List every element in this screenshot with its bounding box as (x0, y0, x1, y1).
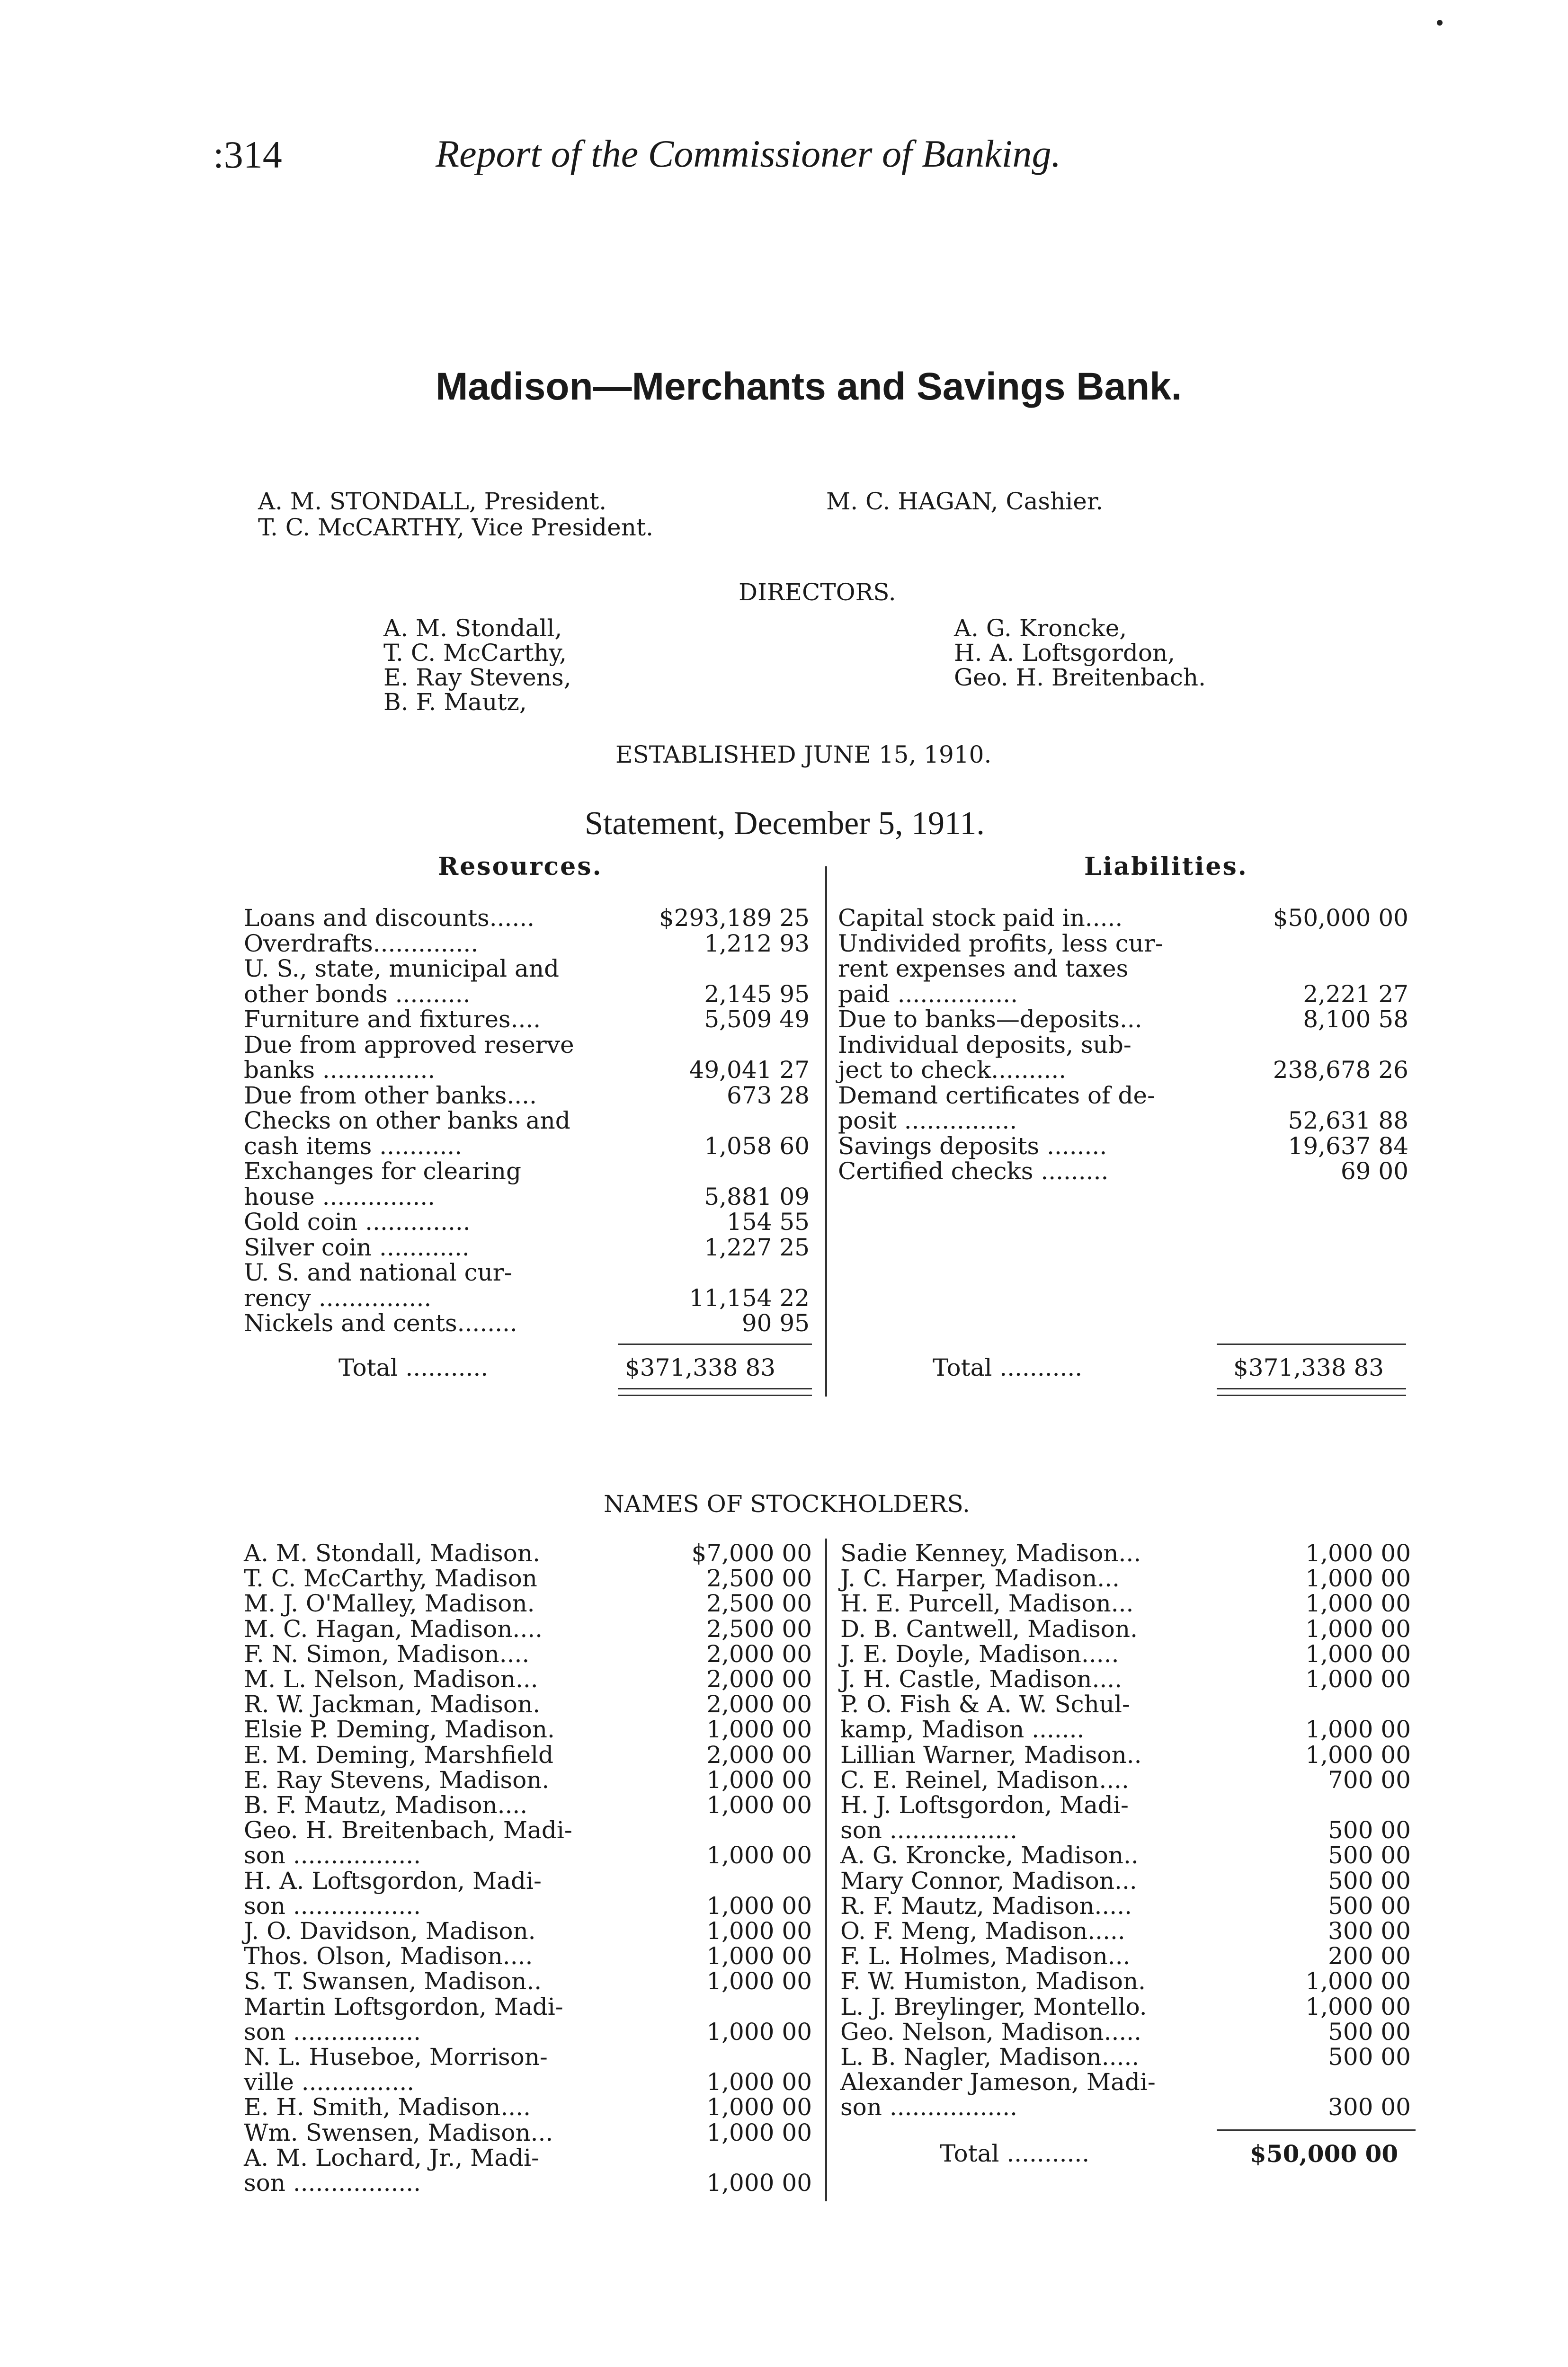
resource-row-label: Gold coin .............. (244, 1208, 471, 1236)
resources-heading: Resources. (438, 852, 603, 881)
stockholder-row-amount: 2,500 00 (706, 1615, 812, 1643)
stockholder-row-label: E. Ray Stevens, Madison. (244, 1766, 550, 1794)
stockholder-row-amount: 1,000 00 (706, 1942, 812, 1970)
resource-row-label: U. S. and national cur- (244, 1259, 512, 1286)
statement-column-divider (825, 866, 827, 1397)
stockholder-row-amount: 1,000 00 (706, 1967, 812, 1995)
stockholder-row-amount: 1,000 00 (706, 1766, 812, 1794)
stockholder-row-amount: 1,000 00 (706, 1917, 812, 1945)
stockholder-row-amount: 1,000 00 (706, 1716, 812, 1744)
liabilities-total-rule (1217, 1344, 1406, 1345)
stockholder-row-label: son ................. (244, 1842, 421, 1869)
stockholder-row-label: R. F. Mautz, Madison..... (840, 1892, 1132, 1920)
resource-row-label: rency ............... (244, 1284, 432, 1312)
stockholder-row-label: D. B. Cantwell, Madison. (840, 1615, 1138, 1643)
officer-vice-president: T. C. McCARTHY, Vice President. (258, 514, 653, 541)
liability-row-label: Demand certificates of de- (838, 1081, 1155, 1109)
stockholder-row-label: Mary Connor, Madison... (840, 1867, 1137, 1895)
stockholder-row-label: C. E. Reinel, Madison.... (840, 1766, 1129, 1794)
liability-row-label: Savings deposits ........ (838, 1132, 1107, 1160)
resource-row-label: U. S., state, municipal and (244, 955, 560, 982)
stockholder-row-label: E. M. Deming, Marshfield (244, 1741, 554, 1769)
stockholder-row-label: E. H. Smith, Madison.... (244, 2093, 531, 2121)
stockholder-row-amount: 200 00 (1328, 1942, 1411, 1970)
stockholder-row-label: Alexander Jameson, Madi- (840, 2068, 1156, 2096)
resource-row-label: cash items ........... (244, 1132, 463, 1160)
resource-row-amount: 1,227 25 (704, 1233, 810, 1261)
stockholder-row-amount: 2,500 00 (706, 1590, 812, 1618)
resource-row-amount: 11,154 22 (689, 1284, 810, 1312)
stockholder-row-label: J. O. Davidson, Madison. (244, 1917, 536, 1945)
stockholder-row-label: H. J. Loftsgordon, Madi- (840, 1791, 1129, 1819)
director-name: E. Ray Stevens, (383, 664, 571, 691)
stockholder-row-amount: 2,000 00 (706, 1691, 812, 1718)
stockholder-row-label: M. C. Hagan, Madison.... (244, 1615, 543, 1643)
scan-speck (1437, 20, 1443, 26)
resource-row-label: Exchanges for clearing (244, 1157, 521, 1185)
resource-row-amount: 1,058 60 (704, 1132, 810, 1160)
stockholder-row-label: H. E. Purcell, Madison... (840, 1590, 1134, 1618)
stockholder-row-label: B. F. Mautz, Madison.... (244, 1791, 528, 1819)
stockholder-row-label: Thos. Olson, Madison.... (244, 1942, 533, 1970)
resource-row-amount: 90 95 (741, 1309, 810, 1337)
stockholder-row-label: M. L. Nelson, Madison... (244, 1665, 538, 1693)
stockholder-row-amount: 300 00 (1328, 1917, 1411, 1945)
liability-row-label: Individual deposits, sub- (838, 1031, 1131, 1059)
stockholder-row-amount: 1,000 00 (706, 2068, 812, 2096)
resource-row-label: Nickels and cents........ (244, 1309, 517, 1337)
resource-row-amount: 2,145 95 (704, 980, 810, 1008)
stockholder-row-label: ville ............... (244, 2068, 415, 2096)
stockholder-row-amount: 1,000 00 (706, 2118, 812, 2146)
liability-row-amount: 52,631 88 (1288, 1107, 1408, 1134)
stockholders-total-label: Total ........... (940, 2140, 1090, 2167)
resource-row-amount: 49,041 27 (689, 1056, 810, 1084)
stockholder-row-label: L. J. Breylinger, Montello. (840, 1993, 1147, 2020)
stockholder-row-amount: 1,000 00 (1305, 1716, 1411, 1744)
stockholder-row-label: J. H. Castle, Madison.... (840, 1665, 1123, 1693)
stockholder-row-label: J. E. Doyle, Madison..... (840, 1640, 1119, 1668)
directors-heading: DIRECTORS. (739, 578, 896, 606)
liability-row-amount: 238,678 26 (1273, 1056, 1408, 1084)
stockholder-row-amount: 1,000 00 (706, 1892, 812, 1920)
resource-row-label: Furniture and fixtures.... (244, 1006, 541, 1033)
stockholder-row-label: A. M. Lochard, Jr., Madi- (244, 2144, 539, 2171)
liability-row-amount: $50,000 00 (1273, 904, 1408, 932)
stockholders-heading: NAMES OF STOCKHOLDERS. (604, 1490, 970, 1518)
stockholder-row-label: J. C. Harper, Madison... (840, 1565, 1120, 1593)
resource-row-amount: 154 55 (727, 1208, 810, 1236)
stockholder-row-label: F. L. Holmes, Madison... (840, 1942, 1131, 1970)
stockholder-row-label: son ................. (244, 1892, 421, 1920)
liabilities-total-amount: $371,338 83 (1233, 1354, 1384, 1381)
liability-row-label: rent expenses and taxes (838, 955, 1129, 982)
stockholder-row-amount: 500 00 (1328, 1842, 1411, 1869)
stockholder-row-label: son ................. (244, 2169, 421, 2197)
stockholder-row-amount: 1,000 00 (1305, 1565, 1411, 1593)
stockholder-row-amount: 500 00 (1328, 1892, 1411, 1920)
stockholder-row-amount: 1,000 00 (1305, 1539, 1411, 1567)
liability-row-amount: 2,221 27 (1303, 980, 1408, 1008)
stockholder-row-amount: 500 00 (1328, 2018, 1411, 2046)
stockholder-row-label: kamp, Madison ....... (840, 1716, 1085, 1744)
liability-row-label: posit ............... (838, 1107, 1017, 1134)
resource-row-amount: 5,509 49 (704, 1006, 810, 1033)
liability-row-label: Certified checks ......... (838, 1157, 1109, 1185)
resource-row-label: house ............... (244, 1183, 436, 1210)
resource-row-label: Silver coin ............ (244, 1233, 470, 1261)
stockholder-row-label: N. L. Huseboe, Morrison- (244, 2043, 548, 2071)
statement-title: Statement, December 5, 1911. (585, 805, 985, 842)
stockholder-row-amount: 300 00 (1328, 2093, 1411, 2121)
stockholder-row-amount: 1,000 00 (1305, 1665, 1411, 1693)
resource-row-label: Loans and discounts...... (244, 904, 535, 932)
stockholder-row-label: R. W. Jackman, Madison. (244, 1691, 541, 1718)
resources-total-label: Total ........... (339, 1354, 489, 1381)
stockholder-row-label: son ................. (840, 2093, 1018, 2121)
stockholder-row-label: Sadie Kenney, Madison... (840, 1539, 1141, 1567)
stockholder-row-label: H. A. Loftsgordon, Madi- (244, 1867, 542, 1895)
stockholder-row-amount: 1,000 00 (706, 2093, 812, 2121)
stockholders-column-divider (825, 1539, 827, 2201)
stockholder-row-label: Wm. Swensen, Madison... (244, 2118, 553, 2146)
stockholder-row-amount: 1,000 00 (1305, 1615, 1411, 1643)
resource-row-label: Checks on other banks and (244, 1107, 570, 1134)
stockholders-total-amount: $50,000 00 (1250, 2140, 1399, 2168)
stockholder-row-amount: 1,000 00 (1305, 1640, 1411, 1668)
stockholder-row-label: Elsie P. Deming, Madison. (244, 1716, 555, 1744)
stockholder-row-label: L. B. Nagler, Madison..... (840, 2043, 1140, 2071)
liability-row-label: Capital stock paid in..... (838, 904, 1123, 932)
stockholders-total-rule (1217, 2129, 1416, 2131)
stockholder-row-label: O. F. Meng, Madison..... (840, 1917, 1125, 1945)
stockholder-row-amount: 500 00 (1328, 2043, 1411, 2071)
stockholder-row-label: Lillian Warner, Madison.. (840, 1741, 1142, 1769)
stockholder-row-amount: 1,000 00 (1305, 1741, 1411, 1769)
stockholder-row-amount: 2,000 00 (706, 1741, 812, 1769)
stockholder-row-label: A. G. Kroncke, Madison.. (840, 1842, 1139, 1869)
stockholder-row-label: M. J. O'Malley, Madison. (244, 1590, 535, 1618)
stockholder-row-amount: 1,000 00 (1305, 1967, 1411, 1995)
stockholder-row-amount: 500 00 (1328, 1867, 1411, 1895)
stockholder-row-label: A. M. Stondall, Madison. (244, 1539, 540, 1567)
liability-row-label: Due to banks—deposits... (838, 1006, 1142, 1033)
stockholder-row-amount: 1,000 00 (706, 1791, 812, 1819)
liability-row-label: Undivided profits, less cur- (838, 929, 1163, 957)
liabilities-total-label: Total ........... (933, 1354, 1083, 1381)
running-title: Report of the Commissioner of Banking. (436, 132, 1061, 175)
established-date: ESTABLISHED JUNE 15, 1910. (615, 741, 992, 768)
liabilities-double-rule (1217, 1388, 1406, 1389)
stockholder-row-amount: 2,000 00 (706, 1640, 812, 1668)
officer-cashier: M. C. HAGAN, Cashier. (826, 488, 1104, 515)
stockholder-row-label: Geo. Nelson, Madison..... (840, 2018, 1142, 2046)
director-name: T. C. McCarthy, (383, 639, 567, 667)
resources-total-rule (618, 1344, 812, 1345)
resource-row-label: banks ............... (244, 1056, 436, 1084)
resource-row-label: Due from other banks.... (244, 1081, 537, 1109)
stockholder-row-amount: 1,000 00 (1305, 1590, 1411, 1618)
resource-row-amount: 5,881 09 (704, 1183, 810, 1210)
director-name: H. A. Loftsgordon, (954, 639, 1176, 667)
resource-row-label: other bonds .......... (244, 980, 471, 1008)
stockholder-row-label: P. O. Fish & A. W. Schul- (840, 1691, 1130, 1718)
liability-row-label: paid ................ (838, 980, 1018, 1008)
resources-double-rule (618, 1395, 812, 1396)
stockholder-row-label: son ................. (244, 2018, 421, 2046)
stockholder-row-amount: 2,500 00 (706, 1565, 812, 1593)
stockholder-row-amount: 1,000 00 (1305, 1993, 1411, 2020)
stockholder-row-amount: 1,000 00 (706, 1842, 812, 1869)
officer-president: A. M. STONDALL, President. (258, 488, 607, 515)
page-number: :314 (213, 133, 282, 176)
liabilities-heading: Liabilities. (1084, 852, 1248, 881)
stockholder-row-label: F. W. Humiston, Madison. (840, 1967, 1146, 1995)
stockholder-row-label: Martin Loftsgordon, Madi- (244, 1993, 563, 2020)
stockholder-row-amount: $7,000 00 (691, 1539, 812, 1567)
stockholder-row-amount: 1,000 00 (706, 2018, 812, 2046)
director-name: B. F. Mautz, (383, 688, 527, 716)
stockholder-row-amount: 1,000 00 (706, 2169, 812, 2197)
resource-row-label: Due from approved reserve (244, 1031, 574, 1059)
liability-row-label: ject to check.......... (838, 1056, 1067, 1084)
director-name: Geo. H. Breitenbach. (954, 664, 1206, 691)
liability-row-amount: 19,637 84 (1288, 1132, 1408, 1160)
bank-title: Madison—Merchants and Savings Bank. (436, 365, 1182, 408)
resource-row-amount: 1,212 93 (704, 929, 810, 957)
resources-total-amount: $371,338 83 (625, 1354, 776, 1381)
stockholder-row-amount: 2,000 00 (706, 1665, 812, 1693)
stockholder-row-label: son ................. (840, 1816, 1018, 1844)
resource-row-label: Overdrafts.............. (244, 929, 479, 957)
director-name: A. G. Kroncke, (954, 614, 1127, 642)
stockholder-row-amount: 500 00 (1328, 1816, 1411, 1844)
stockholder-row-amount: 700 00 (1328, 1766, 1411, 1794)
resource-row-amount: 673 28 (727, 1081, 810, 1109)
stockholder-row-label: S. T. Swansen, Madison.. (244, 1967, 542, 1995)
stockholder-row-label: Geo. H. Breitenbach, Madi- (244, 1816, 572, 1844)
stockholder-row-label: T. C. McCarthy, Madison (244, 1565, 537, 1593)
liability-row-amount: 8,100 58 (1303, 1006, 1408, 1033)
resource-row-amount: $293,189 25 (659, 904, 810, 932)
liability-row-amount: 69 00 (1340, 1157, 1408, 1185)
liabilities-double-rule (1217, 1395, 1406, 1396)
director-name: A. M. Stondall, (383, 614, 562, 642)
stockholder-row-label: F. N. Simon, Madison.... (244, 1640, 530, 1668)
resources-double-rule (618, 1388, 812, 1389)
